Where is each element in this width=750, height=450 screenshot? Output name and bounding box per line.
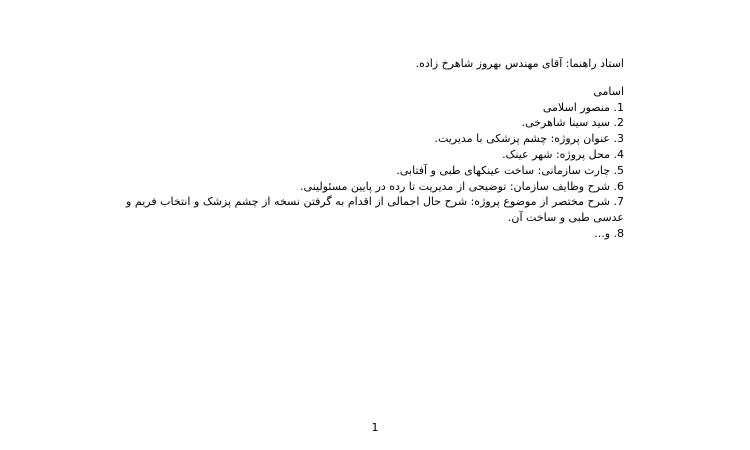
- list-item: 7. شرح مختصر از موضوع پروژه: شرح حال اجمالی از اقدام به گرفتن نسخه از چشم پزشک و انتخاب فریم و عدسی طبی و ساخت آن.: [126, 195, 624, 225]
- item-list: [126, 100, 624, 242]
- page-number: 1: [371, 421, 379, 434]
- list-item: 4. محل پروژه: شهر عینک.: [502, 147, 624, 161]
- list-item: 5. چارت سازمانی: ساخت عینکهای طبی و آفتابی.: [396, 163, 624, 177]
- list-item: 8. و...: [594, 226, 624, 240]
- list-item: 1. منصور اسلامی: [542, 100, 624, 114]
- list-item: 2. سید سینا شاهرخی.: [521, 116, 624, 130]
- supervisor-line: استاد راهنما: آقای مهندس بهروز شاهرخ زاده.: [415, 57, 624, 70]
- list-item: 6. شرح وظایف سازمان: توضیحی از مدیریت تا رده در پایین مسئولینی.: [300, 179, 624, 193]
- names-heading: اسامی: [593, 84, 624, 98]
- list-item: 3. عنوان پروژه: چشم پزشکی با مدیریت.: [434, 132, 624, 146]
- document-body: [126, 56, 624, 242]
